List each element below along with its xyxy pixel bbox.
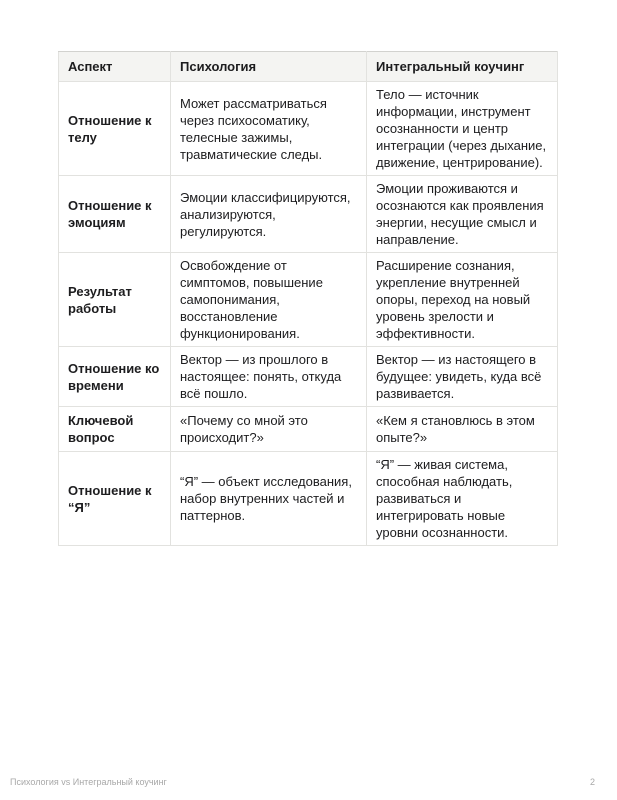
- aspect-label: Отношение к эмоциям: [59, 176, 171, 253]
- psychology-cell: «Почему со мной это происходит?»: [171, 407, 367, 452]
- table-row: [59, 253, 558, 347]
- comparison-table: [58, 51, 558, 546]
- aspect-label: Отношение к телу: [59, 82, 171, 176]
- aspect-label: Отношение к “Я”: [59, 452, 171, 546]
- aspect-label: Результат работы: [59, 253, 171, 347]
- coaching-cell: Вектор — из настоящего в будущее: увидеть, куда всё развивается.: [367, 347, 558, 407]
- table-row: [59, 452, 558, 546]
- psychology-cell: “Я” — объект исследования, набор внутренних частей и паттернов.: [171, 452, 367, 546]
- footer-document-title: Психология vs Интегральный коучинг: [10, 777, 167, 787]
- table-row: [59, 176, 558, 253]
- aspect-label: Ключевой вопрос: [59, 407, 171, 452]
- table-row: [59, 82, 558, 176]
- psychology-cell: Вектор — из прошлого в настоящее: понять, откуда всё пошло.: [171, 347, 367, 407]
- coaching-cell: «Кем я становлюсь в этом опыте?»: [367, 407, 558, 452]
- column-header-coaching: Интегральный коучинг: [367, 52, 558, 82]
- table-row: [59, 407, 558, 452]
- column-header-psychology: Психология: [171, 52, 367, 82]
- page-number: 2: [589, 777, 595, 787]
- psychology-cell: Освобождение от симптомов, повышение самопонимания, восстановление функционирования.: [171, 253, 367, 347]
- coaching-cell: Эмоции проживаются и осознаются как проявления энергии, несущие смысл и направление.: [367, 176, 558, 253]
- table-row: [59, 347, 558, 407]
- page-footer: [10, 776, 595, 788]
- coaching-cell: Расширение сознания, укрепление внутренней опоры, переход на новый уровень зрелости и эффективности.: [367, 253, 558, 347]
- table-header-row: [59, 52, 558, 82]
- psychology-cell: Эмоции классифицируются, анализируются, регулируются.: [171, 176, 367, 253]
- psychology-cell: Может рассматриваться через психосоматику, телесные зажимы, травматические следы.: [171, 82, 367, 176]
- coaching-cell: Тело — источник информации, инструмент осознанности и центр интеграции (через дыхание, движение, центрирование).: [367, 82, 558, 176]
- column-header-aspect: Аспект: [59, 52, 171, 82]
- aspect-label: Отношение ко времени: [59, 347, 171, 407]
- coaching-cell: “Я” — живая система, способная наблюдать, развиваться и интегрировать новые уровни осознанности.: [367, 452, 558, 546]
